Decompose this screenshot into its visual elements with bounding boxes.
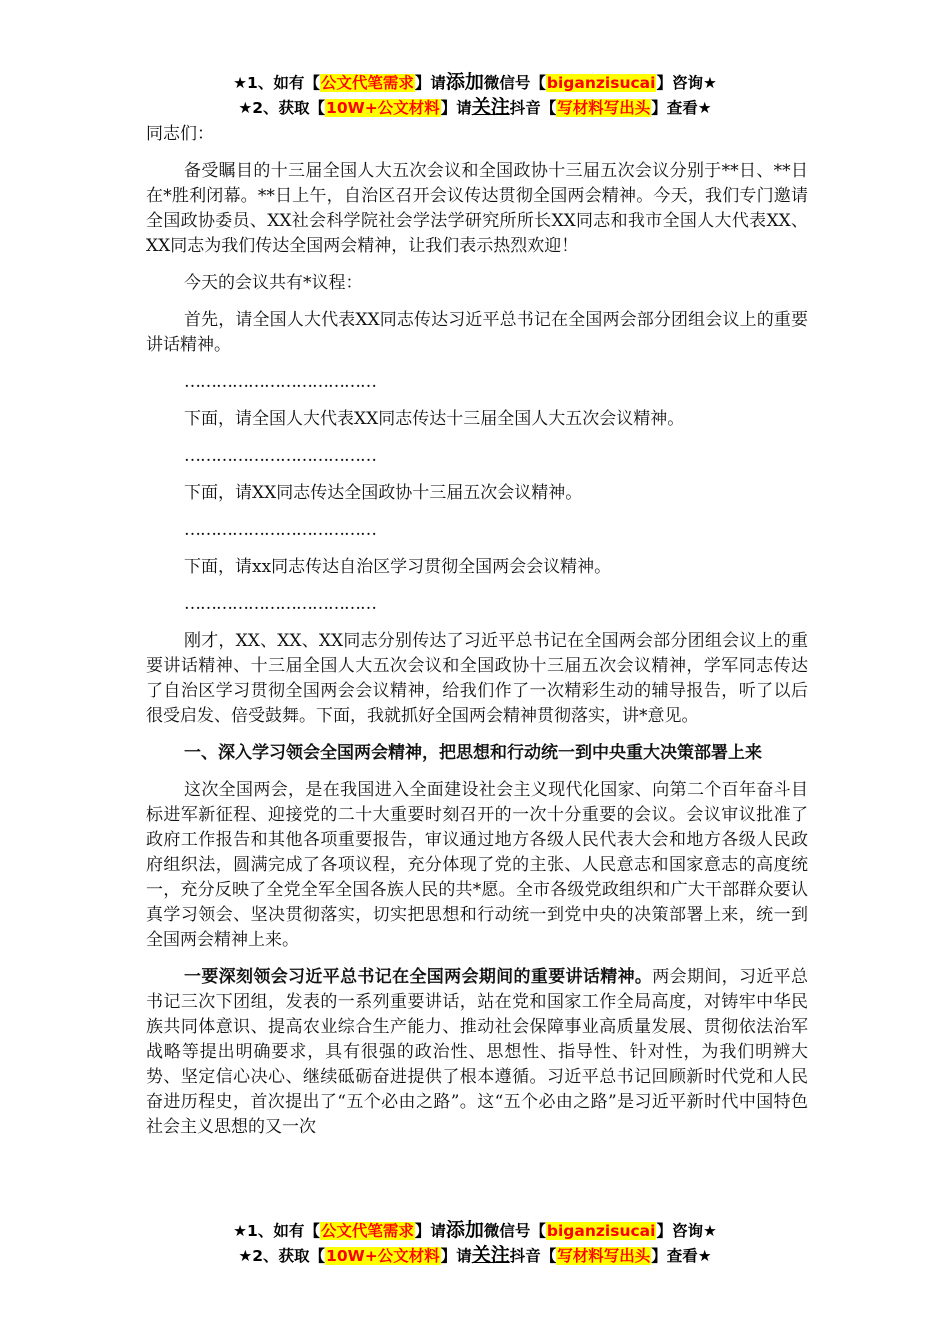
promo-text: 】请 [440, 99, 472, 117]
promo-highlight: biganzisucai [546, 74, 656, 92]
salutation: 同志们： [146, 124, 214, 144]
promo-emphasis: 添加 [445, 71, 484, 93]
ellipsis-line: ……………………………… [184, 372, 376, 392]
promo-text: 微信号【 [483, 74, 546, 92]
promo-emphasis: 添加 [445, 1219, 484, 1241]
paragraph: 下面，请全国人大代表XX同志传达十三届全国人大五次会议精神。 [184, 409, 685, 429]
promo-text: 】请 [440, 1247, 472, 1265]
promo-text: ★2、获取【 [238, 1247, 326, 1265]
promo-banner-bottom [0, 1218, 950, 1268]
promo-text: 】请 [414, 1222, 446, 1240]
paragraph: 下面，请xx同志传达自治区学习贯彻全国两会会议精神。 [184, 557, 612, 577]
paragraph-lead: 一要深刻领会习近平总书记在全国两会期间的重要讲话精神。 [184, 967, 653, 987]
promo-highlight: biganzisucai [546, 1222, 656, 1240]
paragraph: 下面，请XX同志传达全国政协十三届五次会议精神。 [184, 483, 583, 503]
ellipsis-line: ……………………………… [184, 520, 376, 540]
promo-line-1 [0, 70, 950, 95]
promo-text: 微信号【 [483, 1222, 546, 1240]
paragraph: 刚才，XX、XX、XX同志分别传达了习近平总书记在全国两会部分团组会议上的重要讲话精神、十三届全国人大五次会议和全国政协十三届五次会议精神，学军同志传达了自治区学习贯彻全国两会会议精神，给我们作了一次精彩生动的辅导报告，听了以后很受启发、倍受鼓舞。下面，我就抓好全国两会精神贯彻落实，讲*意见。 [146, 631, 808, 726]
promo-text: 】查看★ [651, 1247, 712, 1265]
promo-emphasis: 关注 [471, 96, 510, 118]
promo-text: ★1、如有【 [233, 74, 320, 92]
promo-text: 】咨询★ [656, 74, 717, 92]
promo-line-2 [0, 95, 950, 120]
promo-highlight: 写材料写出头 [557, 99, 651, 117]
paragraph: 首先，请全国人大代表XX同志传达习近平总书记在全国两会部分团组会议上的重要讲话精神。 [146, 310, 808, 355]
promo-text: 】查看★ [651, 99, 712, 117]
section-heading: 一、深入学习领会全国两会精神，把思想和行动统一到中央重大决策部署上来 [184, 743, 762, 763]
promo-highlight: 公文代笔需求 [320, 1222, 414, 1240]
promo-line-2 [0, 1243, 950, 1268]
paragraph: 备受瞩目的十三届全国人大五次会议和全国政协十三届五次会议分别于**日、**日在*胜利闭幕。**日上午，自治区召开会议传达贯彻全国两会精神。今天，我们专门邀请全国政协委员、XX社会科学院社会学法学研究所所长XX同志和我市全国人大代表XX、XX同志为我们传达全国两会精神，让我们表示热烈欢迎！ [146, 161, 808, 256]
promo-highlight: 写材料写出头 [557, 1247, 651, 1265]
promo-text: 】咨询★ [656, 1222, 717, 1240]
promo-text: 】请 [414, 74, 446, 92]
promo-text: 抖音【 [509, 1247, 557, 1265]
promo-highlight: 10W+公文材料 [326, 1247, 440, 1265]
promo-banner-top [0, 70, 950, 120]
promo-text: 抖音【 [509, 99, 557, 117]
promo-emphasis: 关注 [471, 1244, 510, 1266]
promo-text: ★2、获取【 [238, 99, 326, 117]
paragraph [146, 965, 808, 1140]
promo-highlight: 公文代笔需求 [320, 74, 414, 92]
ellipsis-line: ……………………………… [184, 594, 376, 614]
paragraph: 今天的会议共有*议程： [184, 273, 363, 293]
promo-text: ★1、如有【 [233, 1222, 320, 1240]
ellipsis-line: ……………………………… [184, 446, 376, 466]
promo-line-1 [0, 1218, 950, 1243]
paragraph: 这次全国两会，是在我国进入全面建设社会主义现代化国家、向第二个百年奋斗目标进军新征程、迎接党的二十大重要时刻召开的一次十分重要的会议。会议审议批准了政府工作报告和其他各项重要报告，审议通过地方各级人民代表大会和地方各级人民政府组织法，圆满完成了各项议程，充分体现了党的主张、人民意志和国家意志的高度统一，充分反映了全党全军全国各族人民的共*愿。全市各级党政组织和广大干部群众要认真学习领会、坚决贯彻落实，切实把思想和行动统一到党中央的决策部署上来，统一到全国两会精神上来。 [146, 780, 808, 950]
document-body [146, 122, 808, 1152]
promo-highlight: 10W+公文材料 [326, 99, 440, 117]
paragraph-body: 两会期间，习近平总书记三次下团组，发表的一系列重要讲话，站在党和国家工作全局高度，对铸牢中华民族共同体意识、提高农业综合生产能力、推动社会保障事业高质量发展、贯彻依法治军战略等提出明确要求，具有很强的政治性、思想性、指导性、针对性，为我们明辨大势、坚定信心决心、继续砥砺奋进提供了根本遵循。习近平总书记回顾新时代党和人民奋进历程史，首次提出了“五个必由之路”。这“五个必由之路”是习近平新时代中国特色社会主义思想的又一次 [146, 967, 809, 1137]
